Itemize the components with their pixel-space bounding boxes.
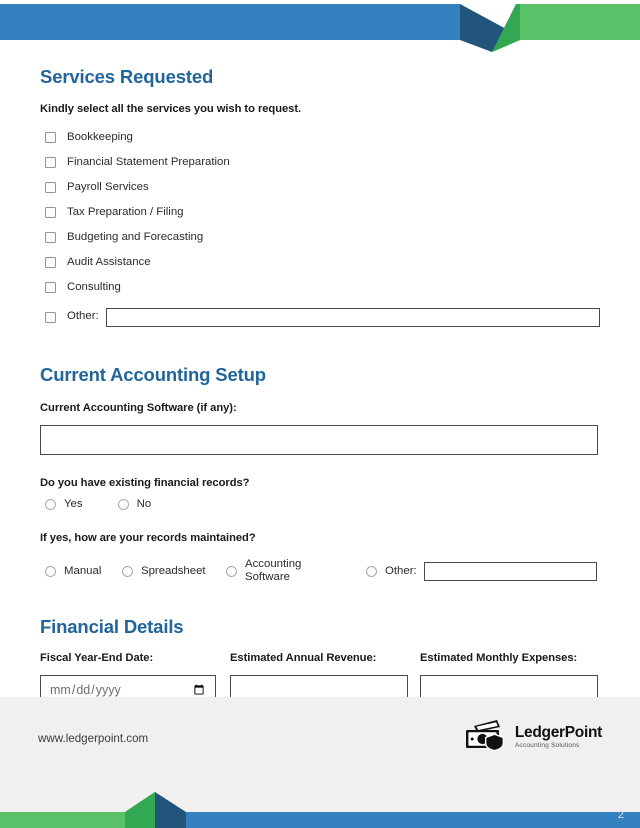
brand-logo-text bbox=[515, 725, 602, 750]
radio-row-records-yes[interactable] bbox=[40, 498, 83, 511]
checkbox-budgeting-and-forecasting[interactable] bbox=[45, 232, 56, 243]
footer-banner bbox=[0, 782, 640, 828]
radio-row-records-no[interactable] bbox=[113, 498, 152, 511]
checkbox-label-consulting: Consulting bbox=[67, 280, 121, 293]
checkbox-label-bookkeeping: Bookkeeping bbox=[67, 130, 133, 143]
checkbox-row-other bbox=[40, 302, 600, 332]
label-existing-financial-records: Do you have existing financial records? bbox=[40, 477, 250, 489]
radio-label-records-no: No bbox=[136, 498, 152, 510]
footer-website-url[interactable]: www.ledgerpoint.com bbox=[38, 732, 149, 745]
checkbox-row-financial-statement-preparation[interactable] bbox=[40, 150, 600, 175]
records-method-other-input[interactable] bbox=[424, 562, 597, 581]
radio-label-method-other: Other: bbox=[385, 564, 417, 577]
page-number: 2 bbox=[617, 809, 624, 821]
checkbox-row-audit-assistance[interactable] bbox=[40, 250, 600, 275]
label-fiscal-year-end-date: Fiscal Year-End Date: bbox=[40, 652, 154, 665]
checkbox-label-payroll-services: Payroll Services bbox=[67, 180, 149, 193]
services-checkbox-list bbox=[40, 125, 600, 332]
checkbox-row-payroll-services[interactable] bbox=[40, 175, 600, 200]
checkbox-bookkeeping[interactable] bbox=[45, 132, 56, 143]
radio-row-method-accounting-software[interactable] bbox=[221, 558, 361, 586]
checkbox-consulting[interactable] bbox=[45, 282, 56, 293]
header-green-bar bbox=[520, 4, 640, 40]
radio-row-method-manual[interactable] bbox=[40, 565, 117, 578]
checkbox-label-tax-preparation-filing: Tax Preparation / Filing bbox=[67, 205, 184, 218]
checkbox-row-bookkeeping[interactable] bbox=[40, 125, 600, 150]
radio-row-method-other[interactable] bbox=[361, 565, 424, 578]
checkbox-label-budgeting-and-forecasting: Budgeting and Forecasting bbox=[67, 230, 204, 243]
section-title-financial-details: Financial Details bbox=[40, 616, 184, 638]
radio-records-no[interactable] bbox=[118, 499, 129, 510]
label-records-maintained: If yes, how are your records maintained? bbox=[40, 532, 256, 545]
radio-method-accounting-software[interactable] bbox=[226, 566, 237, 577]
services-other-input[interactable] bbox=[106, 308, 600, 327]
label-estimated-monthly-expenses: Estimated Monthly Expenses: bbox=[420, 652, 578, 665]
services-instruction: Kindly select all the services you wish to request. bbox=[40, 103, 302, 115]
section-title-services: Services Requested bbox=[40, 66, 214, 87]
checkbox-services-other[interactable] bbox=[45, 312, 56, 323]
radio-method-spreadsheet[interactable] bbox=[122, 566, 133, 577]
checkbox-label-audit-assistance: Audit Assistance bbox=[67, 255, 151, 268]
radio-method-other[interactable] bbox=[366, 566, 377, 577]
footer-blue-bar bbox=[186, 812, 640, 828]
brand-name: LedgerPoint bbox=[514, 723, 602, 741]
header-banner bbox=[0, 0, 640, 52]
brand-tagline: Accounting Solutions bbox=[514, 742, 580, 750]
radio-label-method-manual: Manual bbox=[64, 564, 102, 577]
checkbox-audit-assistance[interactable] bbox=[45, 257, 56, 268]
radio-method-manual[interactable] bbox=[45, 566, 56, 577]
radio-row-method-spreadsheet[interactable] bbox=[117, 565, 221, 578]
checkbox-label-services-other: Other: bbox=[67, 310, 99, 323]
section-title-current-accounting-setup: Current Accounting Setup bbox=[40, 364, 266, 385]
header-blue-bar bbox=[0, 4, 460, 40]
label-estimated-annual-revenue: Estimated Annual Revenue: bbox=[230, 652, 377, 665]
footer-green-bar bbox=[0, 812, 125, 828]
current-accounting-software-input[interactable] bbox=[40, 425, 598, 455]
checkbox-row-budgeting-and-forecasting[interactable] bbox=[40, 225, 600, 250]
checkbox-financial-statement-preparation[interactable] bbox=[45, 157, 56, 168]
radio-label-records-yes: Yes bbox=[64, 498, 83, 510]
money-shield-icon bbox=[464, 719, 508, 756]
radio-group-existing-records bbox=[40, 498, 600, 511]
radio-label-method-accounting-software: Accounting Software bbox=[245, 557, 302, 584]
checkbox-row-tax-preparation-filing[interactable] bbox=[40, 200, 600, 225]
checkbox-tax-preparation-filing[interactable] bbox=[45, 207, 56, 218]
radio-records-yes[interactable] bbox=[45, 499, 56, 510]
checkbox-label-financial-statement-preparation: Financial Statement Preparation bbox=[67, 155, 230, 168]
form-content bbox=[0, 52, 640, 705]
footer-chevron-dark-blue bbox=[155, 792, 186, 828]
label-current-accounting-software: Current Accounting Software (if any): bbox=[40, 402, 237, 414]
radio-label-method-spreadsheet: Spreadsheet bbox=[141, 564, 206, 577]
checkbox-payroll-services[interactable] bbox=[45, 182, 56, 193]
brand-logo bbox=[464, 719, 602, 756]
checkbox-row-consulting[interactable] bbox=[40, 275, 600, 300]
page-footer bbox=[0, 697, 640, 828]
radio-group-records-method bbox=[40, 555, 600, 587]
